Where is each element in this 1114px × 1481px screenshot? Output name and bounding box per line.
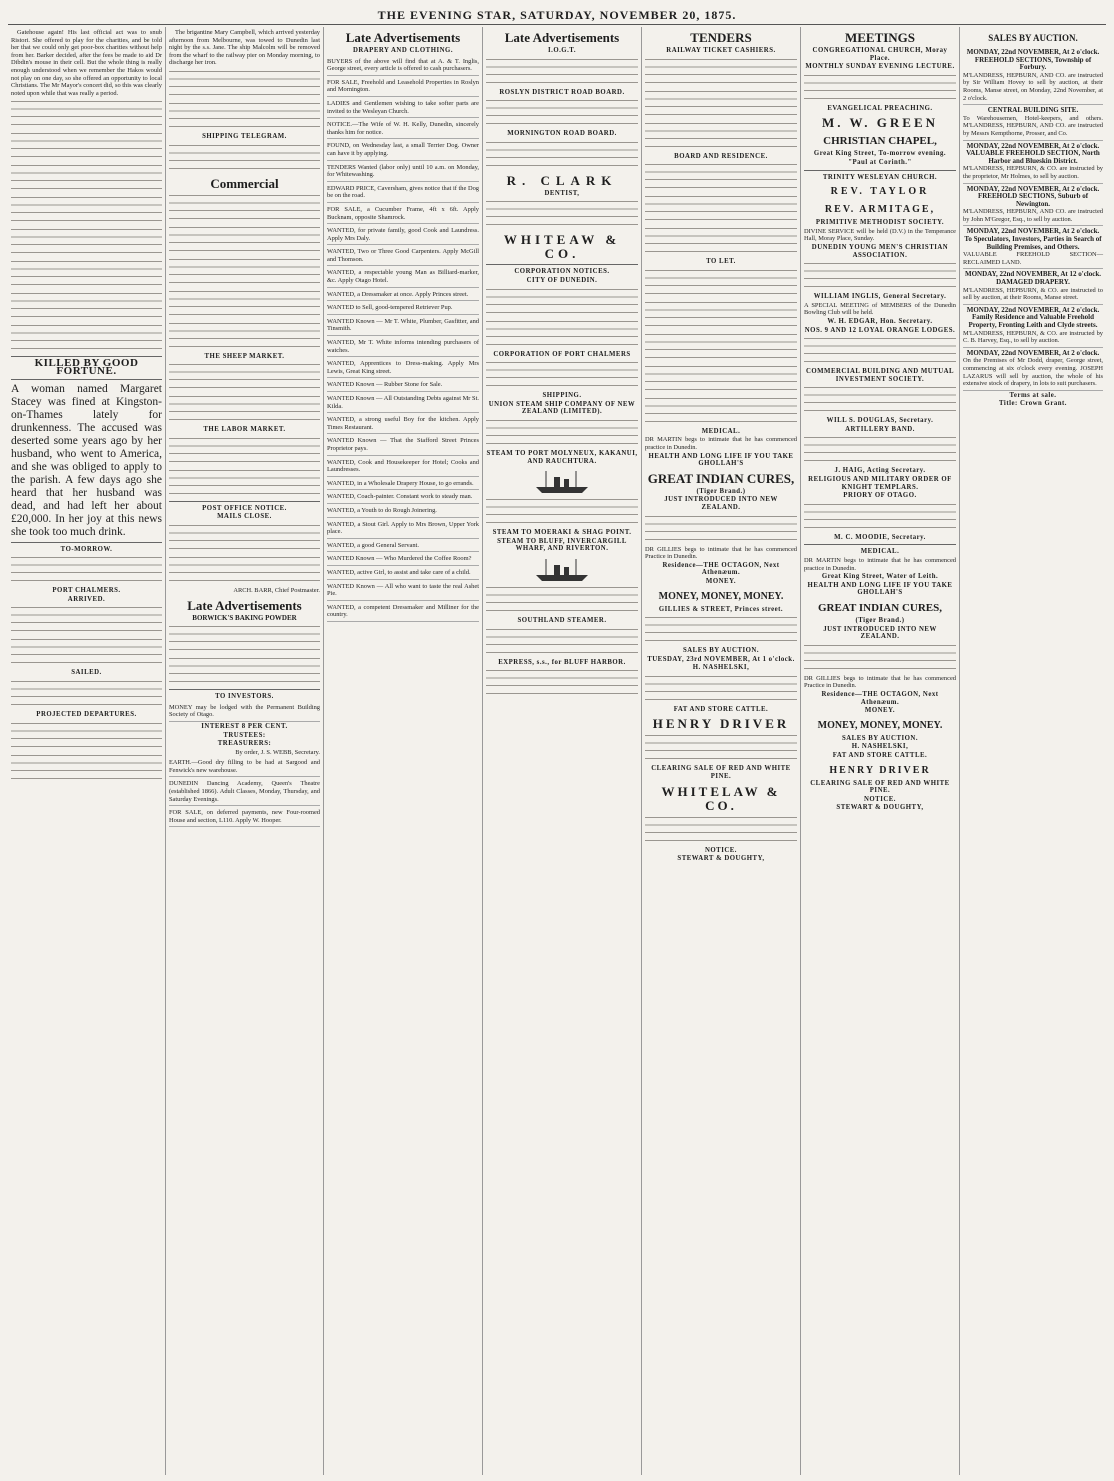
classified-ad-text: WANTED, a competent Dressmaker and Milliner for the country. (327, 603, 479, 619)
classified-ad-text: WANTED, a respectable young Man as Billiard-marker, &c. Apply Otago Hotel. (327, 269, 479, 285)
notice-head: NOTICE. (704, 846, 737, 854)
classified-ad (327, 289, 479, 302)
tuesday-sub: TUESDAY, 23rd NOVEMBER, At 1 o'clock. (647, 655, 795, 663)
classified-ad (327, 414, 479, 434)
orange-head: NOS. 9 AND 12 LOYAL ORANGE LODGES. (804, 326, 956, 334)
classified-ad (327, 457, 479, 477)
nasmith-sub: H. NASHELSKI, (692, 664, 750, 672)
filler-text (486, 585, 638, 615)
medical-text: DR MARTIN begs to intimate that he has commenced practice in Dunedin. (645, 436, 797, 451)
filler-text (169, 656, 320, 686)
dentist-head: DENTIST, (544, 189, 580, 197)
classified-ad (327, 505, 479, 518)
divider (169, 689, 320, 690)
driver-name: HENRY DRIVER (652, 716, 790, 732)
classified-ad-text: WANTED, Mr T. White informs intending purchasers of watches. (327, 339, 479, 354)
roslyn-head: ROSLYN DISTRICT ROAD BOARD. (499, 88, 625, 96)
money-line: MONEY, MONEY, MONEY. (817, 719, 943, 731)
divider (486, 264, 638, 265)
tolet-head: TO LET. (706, 258, 736, 266)
telegram-head: SHIPPING TELEGRAM. (202, 132, 287, 140)
health-head: HEALTH AND LONG LIFE IF YOU TAKE GHOLLAH'S (648, 452, 794, 468)
crown-sub: Title: Crown Grant. (999, 400, 1067, 408)
filler-text (11, 131, 162, 161)
auction-date: MONDAY, 22nd NOVEMBER, At 2 o'clock. (966, 184, 1100, 193)
filler-text (645, 815, 797, 845)
board-head: BOARD AND RESIDENCE. (674, 152, 768, 160)
filler-text (645, 162, 797, 192)
gillies-text: DR GILLIES begs to intimate that he has commenced Practice in Dunedin. (804, 674, 956, 690)
douglas-sub: WILL S. DOUGLAS, Secretary. (826, 417, 934, 425)
investors-head: TO INVESTORS. (215, 693, 274, 701)
filler-text (486, 497, 638, 527)
classified-ad (327, 246, 479, 266)
classified-ad-text: WANTED, Apprentices to Dress-making. Apply Mrs Lewis, Great King street. (327, 360, 479, 375)
filler-text (804, 435, 956, 465)
auction-date: MONDAY, 22nd NOVEMBER, At 2 o'clock. (966, 227, 1100, 236)
auction-body: M'LANDRESS, HEPBURN, & CO. are instructed to sell by auction, at their Rooms, Manse street. (963, 286, 1103, 302)
filler-text (645, 733, 797, 763)
col3-ads (327, 56, 479, 622)
filler-text (804, 261, 956, 291)
filler-text (804, 385, 956, 415)
corporation-head: CORPORATION NOTICES. (514, 268, 610, 276)
steamship-icon (532, 555, 592, 583)
filler-text (645, 121, 797, 151)
fat-head: FAT AND STORE CATTLE. (832, 751, 928, 759)
post-sub: MAILS CLOSE. (217, 513, 272, 521)
labor-head: THE LABOR MARKET. (203, 426, 286, 434)
steam3-head: STEAM TO BLUFF, INVERCARGILL WHARF, AND RIVERTON. (497, 537, 627, 553)
killed-story: A woman named Margaret Stacey was fined at Kingston-on-Thames lately for drunkenness. The accused was deserted some years ago by her husband, who went to America, and she was obliged to apply to the parish. A few days ago she heard that her husband was dead, and had left her about £20,000. In her joy at this news she took too much drink. (11, 382, 162, 538)
filler-text (11, 753, 162, 783)
primitive-head: PRIMITIVE METHODIST SOCIETY. (815, 219, 945, 227)
tiger-sub: (Tiger Brand.) (696, 487, 746, 495)
column-6 (801, 27, 960, 1475)
trinity-head: TRINITY WESLEYAN CHURCH. (822, 173, 938, 181)
monthly-head: MONTHLY SUNDAY EVENING LECTURE. (805, 63, 955, 71)
gillies-text: DR GILLIES begs to intimate that he has commenced Practice in Dunedin. (645, 545, 797, 561)
filler-text (169, 225, 320, 255)
classified-ad (327, 183, 479, 203)
lead-story-text: Gatehouse again! His last official act was to snub Ristori. She offered to play for the charities, and be told her that we could only get poor-box charities without help from her. Barker decided, after the fees be made to aid Dr Dibdin's mouse in their cell. But the whole thing is really enough understood when we remember the Hakos would not play on one day, so she offered an opportunity to local Christians. The Mr Mayor's concert did, so this was clearly noted upon while that was really a period. (11, 29, 163, 97)
classified-ad (327, 478, 479, 491)
filler-text (169, 555, 320, 585)
killed-headline: KILLED BY GOOD FORTUNE. (34, 357, 139, 377)
late-ads-head: Late Advertisements (345, 30, 461, 45)
shipping-story-text: The brigantine Mary Campbell, which arrived yesterday afternoon from Melbourne, was towed to Dunedin last night by the s.s. Jane. The ship Malcolm will be removed from the wharf to the railway pier on Monday morning, to discharge her iron. (169, 29, 320, 67)
filler-text (169, 436, 320, 466)
filler-text (169, 624, 320, 654)
sale-ad-text: FOR SALE, on deferred payments, new Four-roomed House and section, L110. Apply W. Hooper. (169, 809, 320, 824)
filler-text (645, 332, 797, 362)
cures-head: GREAT INDIAN CURES, (818, 602, 942, 614)
auction-notice (963, 47, 1103, 105)
steam1-head: STEAM TO PORT MOLYNEUX, KAKANUI, AND RAUCHTURA. (486, 449, 638, 465)
filler-text (486, 57, 638, 87)
tenders-head: TENDERS (690, 30, 752, 45)
notice-head: NOTICE. (863, 795, 896, 803)
filler-text (11, 323, 162, 353)
classified-ad (327, 302, 479, 315)
interest-head: INTEREST 8 PER CENT. (201, 722, 288, 730)
filler-text (169, 101, 320, 131)
classified-ad (327, 581, 479, 601)
filler-text (169, 394, 320, 424)
auction-date: MONDAY, 22nd NOVEMBER, At 2 o'clock. (966, 48, 1100, 56)
commercial-society-head: COMMERCIAL BUILDING AND MUTUAL INVESTMENT SOCIETY. (805, 368, 955, 383)
mornington-head: MORNINGTON ROAD BOARD. (507, 130, 617, 138)
divider (804, 544, 956, 545)
great-indian-head: GREAT INDIAN CURES, (647, 470, 795, 486)
inglis-sub: WILLIAM INGLIS, General Secretary. (813, 293, 947, 301)
filler-text (11, 291, 162, 321)
filler-text (804, 643, 956, 673)
auction-body: M'LANDRESS, HEPBURN, & CO. are instructed by C. B. Harvey, Esq., to sell by auction. (963, 329, 1103, 345)
express-head: EXPRESS, s.s., for BLUFF HARBOR. (498, 658, 626, 666)
martin-text: DR MARTIN begs to intimate that he has commenced practice in Dunedin. (804, 557, 956, 572)
column-3 (324, 27, 483, 1475)
column-5 (642, 27, 801, 1475)
filler-text (11, 163, 162, 193)
filler-text (11, 721, 162, 751)
intro-head: JUST INTRODUCED INTO NEW ZEALAND. (823, 625, 937, 641)
columns (8, 27, 1106, 1475)
congregational-head: CONGREGATIONAL CHURCH, Moray Place. (812, 47, 948, 62)
lead-story (11, 29, 162, 97)
classified-ad-text: TENDERS Wanted (labor only) until 10 a.m. on Monday, for Whitewashing. (327, 163, 479, 179)
just-head: JUST INTRODUCED INTO NEW ZEALAND. (664, 496, 778, 511)
auction-notice (963, 305, 1103, 348)
auction-title: FREEHOLD SECTIONS, Suburb of Newington. (977, 192, 1089, 208)
classified-ad-text: WANTED, active Girl, to assist and take care of a child. (327, 568, 471, 576)
auction-date: MONDAY, 22nd NOVEMBER, At 2 o'clock. (966, 348, 1100, 357)
filler-text (486, 199, 638, 229)
auction-date: MONDAY, 22nd NOVEMBER, At 12 o'clock. (965, 270, 1101, 279)
commercial-head: Commercial (210, 175, 279, 191)
classified-ad-text: WANTED, a Dressmaker at once. Apply Princes street. (327, 290, 469, 298)
clark-name: R. CLARK (506, 172, 618, 188)
evangelical-head: EVANGELICAL PREACHING. (827, 104, 933, 112)
filler-text (11, 637, 162, 667)
health-head: HEALTH AND LONG LIFE IF YOU TAKE GHOLLAH'S (807, 581, 953, 597)
masthead: THE EVENING STAR, SATURDAY, NOVEMBER 20, 1875. (8, 6, 1106, 25)
gillies-street: GILLIES & STREET, Princes street. (658, 605, 784, 613)
octagon-sub: Residence—THE OCTAGON, Next Athenæum. (662, 561, 780, 577)
filler-text (645, 514, 797, 544)
sales-head: SALES BY AUCTION. (682, 647, 760, 655)
haig-sub: J. HAIG, Acting Secretary. (834, 467, 926, 475)
arrived-head: ARRIVED. (67, 595, 106, 603)
paul-sub: "Paul at Corinth." (848, 158, 912, 166)
classified-ad (327, 77, 479, 97)
great-king-sub: Great King Street, To-morrow evening. (813, 150, 947, 158)
auction-notice (963, 141, 1103, 184)
money-line: MONEY, MONEY, MONEY. (658, 590, 784, 602)
filler-text (169, 143, 320, 173)
classified-ad-text: WANTED to Sell, good-tempered Retriever Pup. (327, 304, 453, 312)
classified-ad (327, 491, 479, 504)
filler-text (645, 396, 797, 426)
filler-text (169, 69, 320, 99)
dancing-ad (169, 778, 320, 806)
filler-text (645, 674, 797, 704)
whitelaw-name: WHITELAW & CO. (661, 783, 781, 813)
col7-sales (963, 47, 1103, 391)
classified-ad (327, 393, 479, 413)
stewart-name: STEWART & DOUGHTY, (836, 804, 924, 812)
filler-text (11, 605, 162, 635)
tiger-sub: (Tiger Brand.) (855, 617, 905, 624)
classified-ad-text: WANTED, a Stout Girl. Apply to Mrs Brown, Upper York place. (327, 520, 479, 536)
dancing-ad-text: DUNEDIN Dancing Academy, Queen's Theatre (established 1866). Adult Classes, Monday, Thursday, and Saturday Evenings. (169, 780, 320, 803)
auction-date: MONDAY, 22nd NOVEMBER, At 2 o'clock. (966, 305, 1100, 314)
classified-ad-text: WANTED Known — That the Stafford Street Princes Proprietor pays. (327, 437, 479, 452)
driver-name: HENRY DRIVER (829, 764, 931, 776)
filler-text (645, 89, 797, 119)
clearing-head: CLEARING SALE OF RED AND WHITE PINE. (651, 765, 791, 781)
classified-ad-text: WANTED Known — All Outstanding Debts against Mr St. Kilda. (327, 395, 479, 410)
classified-ad (327, 162, 479, 182)
column-7 (960, 27, 1106, 1475)
classified-ad-text: FOR SALE, a Cucumber Frame, 4ft x 6ft. Apply Bucknam, opposite Shamrock. (327, 205, 479, 221)
classified-ad (327, 519, 479, 539)
filler-text (486, 140, 638, 170)
filler-text (645, 226, 797, 256)
drapery-head: DRAPERY AND CLOTHING. (352, 47, 454, 54)
filler-text (11, 555, 162, 585)
meetings-head: MEETINGS (844, 30, 916, 45)
clearing-head: CLEARING SALE OF RED AND WHITE PINE. (810, 779, 950, 795)
earth-ad (169, 757, 320, 777)
port-corp-head: CORPORATION OF PORT CHALMERS (493, 350, 631, 358)
stewart-name: STEWART & DOUGHTY, (677, 855, 765, 863)
money-head: MONEY. (705, 577, 737, 585)
classified-ad (327, 267, 479, 287)
byorder: By order, J. S. WEBB, Secretary. (235, 748, 320, 756)
chapel-head: CHRISTIAN CHAPEL, (823, 135, 937, 148)
classified-ad-text: NOTICE.—The Wife of W. H. Kelly, Dunedin, sincerely thanks him for notice. (327, 121, 479, 136)
auction-title: VALUABLE FREEHOLD SECTION, North Harbor and Blueskin District. (966, 149, 1100, 165)
iogt-head: I.O.G.T. (547, 47, 577, 54)
moodie-sub: M. C. MOODIE, Secretary. (834, 533, 926, 541)
filler-text (11, 227, 162, 257)
classified-ad-text: WANTED, Cook and Housekeeper for Hotel; Cooks and Laundresses. (327, 458, 479, 474)
divider (11, 379, 162, 380)
filler-text (486, 98, 638, 128)
ymca-head: DUNEDIN YOUNG MEN'S CHRISTIAN ASSOCIATION. (811, 243, 949, 259)
classified-ad-text: FOR SALE, Freehold and Leasehold Properties in Roslyn and Mornington. (327, 78, 479, 94)
classified-ad-text: WANTED, Coach-painter. Constant work to steady man. (327, 493, 473, 501)
filler-text (169, 468, 320, 498)
filler-text (169, 193, 320, 223)
sailed-head: SAILED. (71, 669, 102, 677)
column-2 (166, 27, 324, 1475)
borwick-title: BORWICK'S BAKING POWDER (192, 613, 297, 622)
filler-text (169, 362, 320, 392)
priory-sub: PRIORY OF OTAGO. (843, 492, 917, 500)
post-head: POST OFFICE NOTICE. (202, 504, 287, 512)
filler-text (645, 57, 797, 87)
auction-title: Family Residence and Valuable Freehold Property, Fronting Leith and Clyde streets. (968, 313, 1098, 329)
filler-text (11, 99, 162, 129)
armitage-name: REV. ARMITAGE, (824, 204, 936, 216)
classified-ad (327, 337, 479, 357)
filler-text (645, 268, 797, 298)
classified-ad (327, 119, 479, 139)
filler-text (169, 523, 320, 553)
classified-ad (327, 379, 479, 392)
classified-ad (327, 225, 479, 245)
classified-ad-text: WANTED, Two or Three Good Carpenters. Apply McGill and Thomson. (327, 248, 479, 263)
money-ad-text: MONEY may be lodged with the Permanent Building Society of Otago. (169, 703, 320, 719)
classified-ad-text: WANTED Known — Mr T. White, Plumber, Gasfitter, and Tinsmith. (327, 317, 479, 333)
artillery-head: ARTILLERY BAND. (845, 425, 915, 433)
classified-ad (327, 435, 479, 455)
octagon-sub: Residence—THE OCTAGON, Next Athenæum. (821, 690, 939, 706)
auction-notice (963, 269, 1103, 304)
post-sign: ARCH. BARR, Chief Postmaster. (233, 586, 320, 594)
steam2-head: STEAM TO MOERAKI & SHAG POINT. (492, 529, 632, 537)
filler-text (169, 289, 320, 319)
sales-head: SALES BY AUCTION. (988, 33, 1078, 43)
filler-text (645, 615, 797, 645)
auction-body: M'LANDRESS, HEPBURN, AND CO. are instructed by John M'Gregor, Esq., to sell by auction. (963, 208, 1103, 223)
filler-text (11, 679, 162, 709)
sales-head: SALES BY AUCTION. (841, 734, 919, 742)
filler-text (11, 259, 162, 289)
medical-head: MEDICAL. (701, 427, 741, 435)
preacher-name: M. W. GREEN (821, 115, 939, 131)
filler-text (169, 321, 320, 351)
divider (11, 542, 162, 543)
column-4 (483, 27, 642, 1475)
classified-ad-text: EDWARD PRICE, Caversham, gives notice that if the Dog be on the road. (327, 184, 479, 200)
late-ads-head: Late Advertisements (187, 597, 302, 613)
shipping-story (169, 29, 320, 67)
classified-ad (327, 602, 479, 622)
money-head: MONEY. (864, 707, 896, 715)
filler-text (486, 319, 638, 349)
classified-ad-text: WANTED, a good General Servant. (327, 541, 419, 549)
classified-ad-text: BUYERS of the above will find that at A. & T. Inglis, George street, every article is offered to cash purchasers. (327, 57, 479, 73)
fat-head: FAT AND STORE CATTLE. (673, 705, 769, 713)
steamship-icon (532, 467, 592, 495)
taylor-name: REV. TAYLOR (830, 186, 930, 198)
city-head: CITY OF DUNEDIN. (526, 276, 598, 284)
terms-sub: Terms at sale. (1009, 391, 1057, 399)
classified-ad (327, 540, 479, 553)
shipping-head: SHIPPING. (542, 392, 582, 400)
edgar-sub: W. H. EDGAR, Hon. Secretary. (827, 317, 933, 325)
money-ad (169, 702, 320, 722)
late-ads-head: Late Advertisements (504, 30, 620, 45)
auction-title: CENTRAL BUILDING SITE. (987, 106, 1079, 115)
projected-head: PROJECTED DEPARTURES. (36, 710, 137, 718)
divider (169, 501, 320, 502)
classified-ad-text: WANTED, a Youth to do Rough Joinering. (327, 506, 437, 514)
port-head: PORT CHALMERS. (52, 587, 121, 595)
column-1 (8, 27, 166, 1475)
auction-body: On the Premises of Mr Dodd, draper, George street, commencing at six o'clock every evening. JOSEPH LAZARUS will sell by auction, the whole of his extensive stock of drapery, in lots to suit purchasers. (963, 357, 1103, 388)
filler-text (169, 257, 320, 287)
auction-body: M'LANDRESS, HEPBURN, AND CO. are instructed by Sir William Hovey to sell by auction, at their Rooms, Manse street, on Monday, 22nd November, at 2 o'clock. (963, 71, 1103, 102)
auction-date: MONDAY, 22nd NOVEMBER, At 2 o'clock. (966, 141, 1100, 150)
whiteaw-name: WHITEAW & CO. (503, 232, 621, 262)
classified-ad (327, 56, 479, 76)
filler-text (486, 287, 638, 317)
leith-sub: Great King Street, Water of Leith. (821, 573, 939, 581)
earth-ad-text: EARTH.—Good dry filling to be had at Sargood and Fenwick's new warehouse. (169, 759, 320, 774)
special-text: A SPECIAL MEETING of MEMBERS of the Dunedin Bowling Club will be held. (804, 301, 956, 317)
auction-body: VALUABLE FREEHOLD SECTION—RECLAIMED LAND. (963, 251, 1103, 266)
classified-ad-text: LADIES and Gentlemen wishing to take softer parts are invited to the Wesleyan Church. (327, 99, 479, 115)
filler-text (11, 195, 162, 225)
divine-text: DIVINE SERVICE will be held (D.V.) in the Temperance Hall, Moray Place, Sunday. (804, 227, 956, 243)
auction-notice (963, 348, 1103, 391)
classified-ad-text: FOUND, on Wednesday last, a small Terrier Dog. Owner can have it by applying. (327, 142, 479, 157)
auction-title: To Speculators, Investors, Parties in Search of Building Premises, and Others. (964, 235, 1102, 251)
trustees-head: TRUSTEES: (223, 731, 266, 739)
filler-text (486, 360, 638, 390)
classified-ad-text: WANTED, in a Wholesale Drapery House, to go errands. (327, 479, 474, 487)
filler-text (804, 502, 956, 532)
tomorrow-head: TO-MORROW. (60, 545, 113, 553)
classified-ad-text: WANTED Known — Who Murdered the Coffee Room? (327, 555, 472, 563)
classified-ad (327, 553, 479, 566)
knights-head: RELIGIOUS AND MILITARY ORDER OF KNIGHT TEMPLARS. (808, 476, 952, 491)
filler-text (486, 627, 638, 657)
filler-text (486, 668, 638, 698)
auction-title: FREEHOLD SECTIONS, Township of Forbury. (974, 55, 1092, 72)
auction-title: DAMAGED DRAPERY. (996, 278, 1070, 287)
classified-ad (327, 567, 479, 580)
filler-text (645, 194, 797, 224)
divider (804, 170, 956, 171)
nashelski-sub: H. NASHELSKI, (851, 743, 909, 751)
classified-ad-text: WANTED, for private family, good Cook and Laundress. Apply Mrs Daly. (327, 227, 479, 242)
auction-notice (963, 226, 1103, 269)
sheep-head: THE SHEEP MARKET. (204, 352, 285, 360)
filler-text (645, 364, 797, 394)
classified-ad (327, 98, 479, 118)
auction-body: To Warehousemen, Hotel-keepers, and others. M'LANDRESS, HEPBURN, AND CO. are instructed by Messrs Kempthorne, Prosser, and Co. (963, 114, 1103, 137)
medical-head: MEDICAL. (860, 548, 900, 556)
union-head: UNION STEAM SHIP COMPANY OF NEW ZEALAND (LIMITED). (488, 400, 636, 416)
filler-text (804, 336, 956, 366)
treasurers-head: TREASURERS: (217, 740, 272, 748)
filler-text (486, 418, 638, 448)
sale-ad (169, 807, 320, 827)
classified-ad-text: WANTED Known — Rubber Stone for Sale. (327, 381, 443, 389)
auction-body: M'LANDRESS, HEPBURN, & CO. are instructed by the proprietor, Mr Holmes, to sell by auction. (963, 165, 1103, 180)
classified-ad (327, 204, 479, 224)
filler-text (645, 300, 797, 330)
classified-ad (327, 358, 479, 378)
filler-text (804, 73, 956, 103)
southland-head: SOUTHLAND STEAMER. (517, 616, 607, 624)
classified-ad (327, 316, 479, 336)
classified-ad (327, 140, 479, 160)
classified-ad-text: WANTED Known — All who want to taste the real Ashet Pie. (327, 582, 479, 598)
auction-notice (963, 105, 1103, 140)
railway-head: RAILWAY TICKET CASHIERS. (666, 47, 776, 54)
classified-ad-text: WANTED, a strong useful Boy for the kitchen. Apply Times Restaurant. (327, 416, 479, 431)
auction-notice (963, 184, 1103, 227)
